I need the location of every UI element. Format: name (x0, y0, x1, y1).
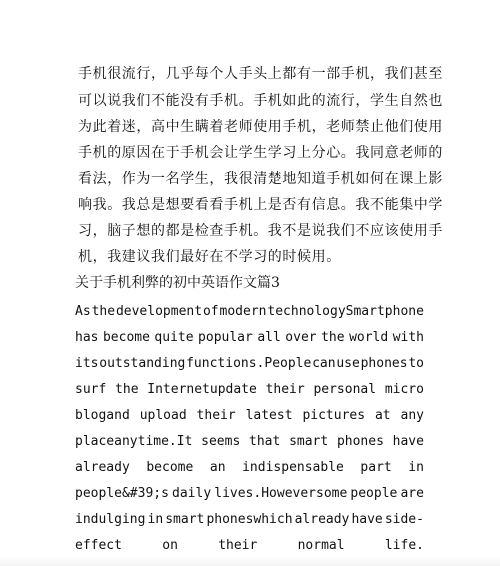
english-word: are (400, 486, 424, 501)
english-word: development (115, 304, 203, 319)
english-word: that (249, 434, 281, 449)
english-word: part (360, 460, 392, 475)
english-word: become (146, 460, 194, 475)
english-word: an (209, 460, 226, 475)
english-paragraph-line (75, 511, 424, 529)
chinese-paragraph-line: 看法，作为一名学生，我很清楚地知道手机如何在课上影 (78, 171, 443, 187)
english-word: in (147, 512, 164, 527)
english-word: the (91, 304, 116, 319)
chinese-paragraph-line: 手机很流行，几乎每个人手头上都有一部手机，我们甚至 (78, 66, 443, 82)
english-word: world (349, 330, 389, 345)
english-word: on (162, 538, 178, 553)
english-word: its (75, 356, 99, 371)
english-word: modern (219, 304, 267, 319)
english-word: already (294, 512, 350, 527)
english-word: in (408, 460, 424, 475)
english-word: phoneswhich (206, 512, 293, 527)
english-word: placeanytime.It (75, 434, 193, 449)
chinese-paragraph-line: 为此着迷，高中生瞒着老师使用手机，老师禁止他们使用 (78, 119, 443, 135)
english-paragraph-line (75, 329, 424, 347)
english-word: functions.People (186, 356, 312, 371)
english-word: popular (198, 330, 253, 345)
english-word: can (312, 356, 336, 371)
english-paragraph-line (75, 303, 424, 321)
section-heading: 关于手机利弊的初中英语作文篇3 (75, 275, 280, 291)
english-paragraph-line (75, 407, 424, 425)
english-word: technologySmartphone (267, 304, 424, 319)
english-word: quite (154, 330, 194, 345)
english-word: daily (172, 486, 212, 501)
english-word: latest (245, 408, 293, 423)
english-word: any (400, 408, 424, 423)
english-paragraph-line (75, 381, 424, 399)
english-word: their (196, 408, 236, 423)
english-word: of (202, 304, 219, 319)
english-word: surf (75, 382, 107, 397)
chinese-paragraph-line: 手机的原因在于手机会让学生学习上分心。我同意老师的 (78, 145, 443, 161)
english-paragraph-line (75, 459, 424, 477)
chinese-paragraph-line: 习，脑子想的都是检查手机。我不是说我们不应该使用手 (78, 223, 443, 239)
english-word: people&#39;s (75, 486, 169, 501)
english-word: Internetupdate (147, 382, 257, 397)
english-word: outstanding (99, 356, 186, 371)
english-word: side- (384, 512, 424, 527)
english-word: indispensable (242, 460, 344, 475)
english-word: become (102, 330, 150, 345)
english-word: life. (384, 538, 424, 553)
english-word: blogand (75, 408, 130, 423)
english-word: with (392, 330, 424, 345)
english-word: the (115, 382, 139, 397)
english-word: smart (289, 434, 329, 449)
english-word: use (336, 356, 360, 371)
english-word: indulging (75, 512, 146, 527)
english-word: personal (313, 382, 377, 397)
chinese-paragraph-line: 机，我建议我们最好在不学习的时候用。 (78, 249, 341, 265)
english-paragraph-line (75, 433, 424, 451)
english-word: have (351, 512, 383, 527)
english-word: people (350, 486, 398, 501)
english-word: already (75, 460, 130, 475)
english-word: their (218, 538, 258, 553)
english-word: upload (139, 408, 187, 423)
english-word: all (257, 330, 281, 345)
english-word: phones (336, 434, 384, 449)
chinese-paragraph-line: 可以说我们不能没有手机。手机如此的流行，学生自然也 (78, 93, 443, 109)
english-word: have (392, 434, 424, 449)
english-word: at (374, 408, 391, 423)
english-paragraph-line (75, 355, 424, 373)
english-word: to (408, 356, 424, 371)
english-word: effect (75, 538, 122, 553)
english-word: normal (297, 538, 345, 553)
english-word: seems (201, 434, 241, 449)
page-bottom-fade (0, 556, 500, 566)
english-paragraph-line (75, 537, 424, 555)
english-word: over (285, 330, 317, 345)
english-word: the (321, 330, 345, 345)
english-paragraph-line (75, 485, 424, 503)
english-word: phones (360, 356, 408, 371)
english-word: lives.Howeversome (214, 486, 348, 501)
english-word: micro (384, 382, 424, 397)
chinese-paragraph-line: 响我。我总是想要看看手机上是否有信息。我不能集中学 (78, 197, 443, 213)
english-word: As (75, 304, 91, 319)
english-word: has (75, 330, 99, 345)
english-word: pictures (302, 408, 366, 423)
english-word: their (265, 382, 305, 397)
english-word: smart (165, 512, 205, 527)
